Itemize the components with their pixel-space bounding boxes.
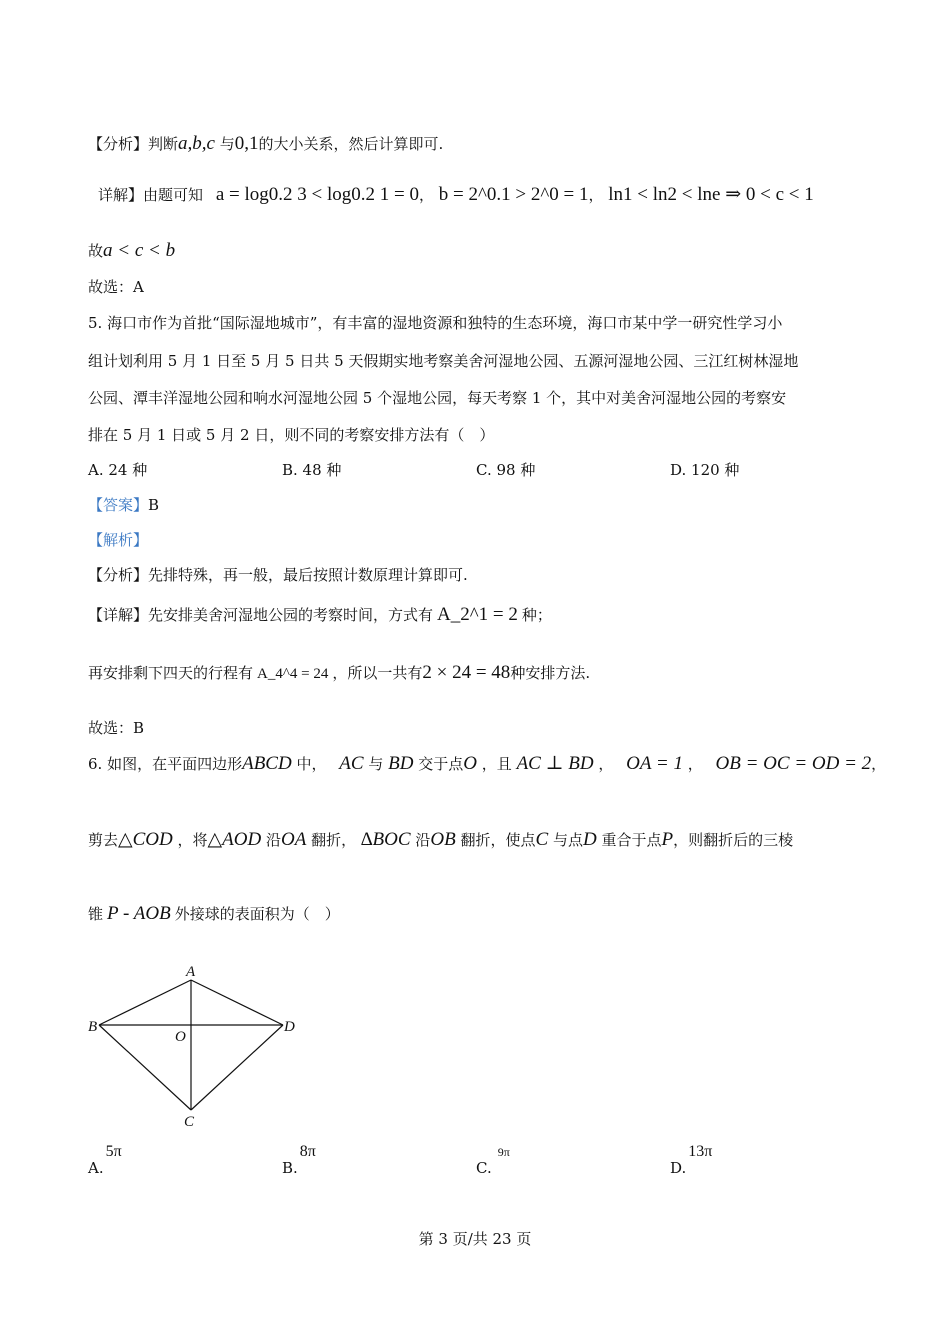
eq-a21: A_2^1 = 2 [437,604,518,625]
nums-01: 0,1 [234,133,259,154]
detail-tag: 详解】 [98,186,144,204]
label-o: O [175,1029,186,1045]
q5-option-d: D. 120 种 [670,461,740,479]
q5-line-3: 公园、潭丰洋湿地公园和响水河湿地公园 5 个湿地公园，每天考察 1 个，其中对美舍河湿地公园的考察安 [88,389,787,407]
quadrilateral-figure [80,958,310,1134]
q5-detail-2: 再安排剩下四天的行程有 A_4^4 = 24 ，所以一共有2 × 24 = 48种安排方法. [88,662,591,683]
eq-c: ln1 < ln2 < lne ⇒ 0 < c < 1 [608,184,814,205]
q5-option-a: A. 24 种 [88,461,148,479]
q6-line-3: 锥 P - AOB 外接球的表面积为（ ） [88,903,340,924]
analysis-line: 【分析】判断a,b,c 与0,1的大小关系，然后计算即可. [88,133,444,154]
q5-line-1: 5. 海口市作为首批“国际湿地城市”，有丰富的湿地资源和独特的生态环境，海口市某中学一研究性学习小 [88,314,783,332]
vars-abc: a,b,c [178,133,215,154]
conclusion-line: 故a < c < b [88,240,176,261]
eq-product: 2 × 24 = 48 [422,662,511,683]
q5-detail: 【详解】先安排美舍河湿地公园的考察时间，方式有 A_2^1 = 2 种； [88,604,552,625]
edge-dc [191,1025,283,1110]
q5-option-b: B. 48 种 [282,461,342,479]
eq-a44: A_4^4 = 24 [257,666,329,682]
detail-line: 详解】由题可知 a = log0.2 3 < log0.2 1 = 0， b = 2^0.1 > 2^0 = 1， ln1 < ln2 < lne ⇒ 0 < c < 1 [98,184,814,205]
choice-line-1: 故选：A [88,278,144,296]
q5-analysis: 【分析】先排特殊，再一般，最后按照计数原理计算即可. [88,566,468,584]
label-b: B [88,1019,98,1035]
label-a: A [186,964,196,980]
page-footer: 第 3 页/共 23 页 [418,1230,532,1248]
edge-ab [99,980,191,1025]
eq-order: a < c < b [103,240,176,261]
q6-line-2: 剪去△COD ，将△AOD 沿OA 翻折， ∆BOC 沿OB 翻折，使点C 与点D 重合于点P，则翻折后的三棱 [88,829,794,850]
answer-tag: 【答案】 [88,496,149,514]
q6-option-b: B.8π [282,1143,316,1177]
q5-line-2: 组计划利用 5 月 1 日至 5 月 5 日共 5 天假期实地考察美舍河湿地公园、五源河湿地公园、三江红树林湿地 [88,352,799,370]
eq-b: b = 2^0.1 > 2^0 = 1 [438,184,589,205]
q6-option-d: D.13π [670,1143,713,1177]
q6-line-1: 6. 如图，在平面四边形ABCD 中， AC 与 BD 交于点O ，且 AC ⊥ BD ， OA = 1 ， OB = OC = OD = 2， [88,753,887,774]
edge-ad [191,980,283,1025]
q5-option-c: C. 98 种 [476,461,536,479]
q6-option-c: C.9π [476,1145,510,1177]
q5-line-4: 排在 5 月 1 日或 5 月 2 日，则不同的考察安排方法有（ ） [88,426,495,444]
q6-option-a: A.5π [88,1143,122,1177]
q5-answer: 【答案】B [88,496,160,514]
eq-a: a = log0.2 3 < log0.2 1 = 0 [215,184,419,205]
label-d: D [284,1019,295,1035]
label-c: C [184,1114,195,1130]
explain-tag: 【解析】 [88,531,149,549]
choice-line-2: 故选：B [88,719,145,737]
analysis-tag: 【分析】 [88,135,149,153]
